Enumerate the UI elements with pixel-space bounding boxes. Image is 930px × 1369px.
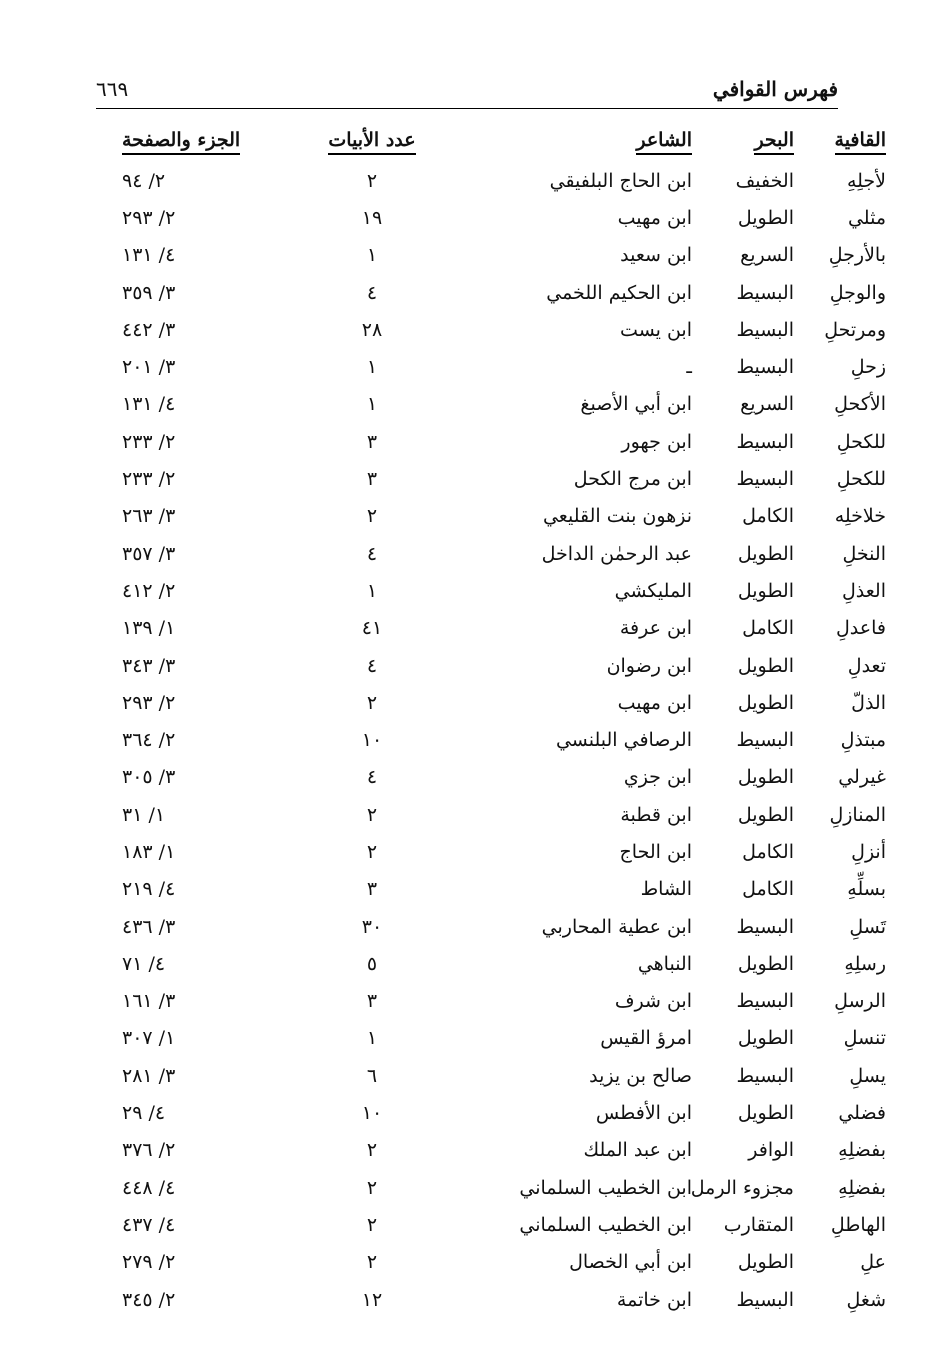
- volume-page-cell: ١/ ٣٠٧: [122, 1027, 176, 1050]
- poet-cell: ابن رضوان: [606, 654, 692, 677]
- rhyme-cell: مثلي: [847, 206, 886, 229]
- header-rule: [96, 108, 838, 109]
- meter-cell: البسيط: [736, 281, 794, 304]
- table-row: [96, 199, 886, 236]
- poet-cell: عبد الرحمٰن الداخل: [541, 542, 692, 565]
- table-row: [96, 1206, 886, 1243]
- rhyme-cell: للكحلِ: [836, 468, 886, 491]
- meter-cell: البسيط: [736, 430, 794, 453]
- verse-count-cell: ٤: [366, 542, 378, 565]
- verse-count-cell: ١٩: [361, 206, 383, 229]
- rhyme-cell: بالأرجلِ: [828, 244, 886, 267]
- table-row: [96, 1094, 886, 1131]
- volume-page-cell: ٢/ ٢٩٣: [122, 206, 176, 229]
- meter-cell: السريع: [740, 393, 794, 416]
- verse-count-cell: ١: [366, 579, 378, 602]
- meter-cell: الطويل: [737, 206, 794, 229]
- table-row: [96, 759, 886, 796]
- meter-cell: الكامل: [742, 840, 794, 863]
- table-row: [96, 1057, 886, 1094]
- verse-count-cell: ٣: [366, 468, 378, 491]
- poet-cell: النباهي: [637, 952, 692, 975]
- poet-cell: ابن مهيب: [617, 691, 692, 714]
- poet-cell: ابن جهور: [621, 430, 692, 453]
- verse-count-cell: ٤: [366, 281, 378, 304]
- page-number: ٦٦٩: [96, 77, 129, 101]
- rhyme-cell: الهاطلِ: [830, 1213, 886, 1236]
- rhyme-cell: الرسلِ: [834, 990, 886, 1013]
- verse-count-cell: ٢: [366, 1176, 378, 1199]
- rhyme-cell: للكحلِ: [836, 430, 886, 453]
- poet-cell: ابن الخطيب السلماني: [519, 1213, 692, 1236]
- column-header-verse-count: عدد الأبيات: [282, 118, 442, 162]
- volume-page-cell: ٤/ ٢١٩: [122, 878, 176, 901]
- verse-count-cell: ١٢: [361, 1288, 383, 1311]
- poet-cell: امرؤ القيس: [600, 1027, 692, 1050]
- volume-page-cell: ٣/ ٣٥٧: [122, 542, 176, 565]
- meter-cell: البسيط: [736, 356, 794, 379]
- table-body: [96, 162, 886, 1318]
- rhyme-cell: بفضلِهِ: [838, 1139, 886, 1162]
- poet-cell: ابن جزي: [623, 766, 692, 789]
- volume-page-cell: ٣/ ٢٨١: [122, 1064, 176, 1087]
- volume-page-cell: ٢/ ٩٤: [122, 169, 166, 192]
- verse-count-cell: ١٠: [361, 729, 383, 752]
- volume-page-cell: ٣/ ٢٦٣: [122, 505, 176, 528]
- rhyme-cell: تَسلِ: [849, 915, 886, 938]
- table-row: [96, 833, 886, 870]
- column-header-rhyme: القافية: [794, 118, 886, 162]
- rhyme-cell: أنزلِ: [851, 840, 886, 863]
- poet-cell: صالح بن يزيد: [589, 1064, 692, 1087]
- column-header-poet: الشاعر: [442, 118, 692, 162]
- table-row: [96, 572, 886, 609]
- meter-cell: الكامل: [742, 617, 794, 640]
- meter-cell: الطويل: [737, 691, 794, 714]
- volume-page-cell: ٣/ ٣٤٣: [122, 654, 176, 677]
- rhyme-cell: فضلي: [838, 1102, 886, 1125]
- verse-count-cell: ٦: [366, 1064, 378, 1087]
- poet-cell: الرصافي البلنسي: [555, 729, 692, 752]
- poet-cell: الشاط: [640, 878, 692, 901]
- table-row: [96, 1132, 886, 1169]
- rhyme-cell: ومرتحلِ: [824, 318, 886, 341]
- table-row: [96, 1244, 886, 1281]
- rhyme-cell: المنازلِ: [829, 803, 886, 826]
- table-row: [96, 647, 886, 684]
- table-row: [96, 983, 886, 1020]
- volume-page-cell: ٣/ ١٦١: [122, 990, 176, 1013]
- verse-count-cell: ٥: [366, 952, 378, 975]
- meter-cell: الطويل: [737, 766, 794, 789]
- volume-page-cell: ٢/ ٢٩٣: [122, 691, 176, 714]
- rhyme-cell: الذلّ: [851, 691, 886, 714]
- verse-count-cell: ١: [366, 356, 378, 379]
- running-title: فهرس القوافي: [712, 77, 838, 101]
- table-row: [96, 162, 886, 199]
- table-row: [96, 1281, 886, 1318]
- verse-count-cell: ٢: [366, 1213, 378, 1236]
- meter-cell: البسيط: [736, 729, 794, 752]
- volume-page-cell: ٢/ ٢٣٣: [122, 468, 176, 491]
- poet-cell: ـ: [686, 356, 692, 379]
- table-row: [96, 610, 886, 647]
- meter-cell: الطويل: [737, 579, 794, 602]
- table-row: [96, 721, 886, 758]
- volume-page-cell: ١/ ١٣٩: [122, 617, 176, 640]
- meter-cell: الطويل: [737, 542, 794, 565]
- meter-cell: البسيط: [736, 1064, 794, 1087]
- volume-page-cell: ٣/ ٤٣٦: [122, 915, 176, 938]
- meter-cell: الطويل: [737, 1102, 794, 1125]
- table-row: [96, 684, 886, 721]
- rhyme-cell: زحلِ: [850, 356, 886, 379]
- table-row: [96, 796, 886, 833]
- volume-page-cell: ٤/ ٤٤٨: [122, 1176, 176, 1199]
- meter-cell: الكامل: [742, 878, 794, 901]
- poet-cell: نزهون بنت القليعي: [542, 505, 692, 528]
- verse-count-cell: ٢٨: [361, 318, 383, 341]
- rhyme-cell: النخلِ: [842, 542, 886, 565]
- rhyme-cell: الأكحلِ: [834, 393, 886, 416]
- poet-cell: ابن سعيد: [620, 244, 692, 267]
- volume-page-cell: ٢/ ٣٦٤: [122, 729, 176, 752]
- verse-count-cell: ٤: [366, 766, 378, 789]
- volume-page-cell: ٤/ ٧١: [122, 952, 166, 975]
- table-row: [96, 908, 886, 945]
- meter-cell: الكامل: [742, 505, 794, 528]
- meter-cell: الطويل: [737, 952, 794, 975]
- verse-count-cell: ٢: [366, 505, 378, 528]
- poet-cell: ابن خاتمة: [616, 1288, 692, 1311]
- volume-page-cell: ٣/ ٤٤٢: [122, 318, 176, 341]
- poet-cell: ابن أبي الخصال: [569, 1251, 692, 1274]
- volume-page-cell: ٤/ ٤٣٧: [122, 1213, 176, 1236]
- meter-cell: الخفيف: [735, 169, 794, 192]
- rhyme-cell: والوجلِ: [829, 281, 886, 304]
- rhyme-cell: مبتذلِ: [840, 729, 886, 752]
- verse-count-cell: ١: [366, 393, 378, 416]
- poet-cell: ابن الحاج: [619, 840, 692, 863]
- rhyme-cell: يسلِ: [849, 1064, 886, 1087]
- poet-cell: ابن قطبة: [620, 803, 692, 826]
- verse-count-cell: ١: [366, 1027, 378, 1050]
- poet-cell: ابن مرج الكحل: [573, 468, 692, 491]
- verse-count-cell: ١٠: [361, 1102, 383, 1125]
- rhyme-cell: تنسلِ: [843, 1027, 886, 1050]
- volume-page-cell: ١/ ١٨٣: [122, 840, 176, 863]
- table-row: [96, 237, 886, 274]
- volume-page-cell: ٢/ ٢٧٩: [122, 1251, 176, 1274]
- meter-cell: مجزوء الرمل: [690, 1176, 794, 1199]
- meter-cell: الطويل: [737, 1027, 794, 1050]
- rhyme-cell: فاعدلِ: [836, 617, 886, 640]
- volume-page-cell: ٤/ ١٣١: [122, 244, 176, 267]
- rhyme-cell: بفضلِهِ: [838, 1176, 886, 1199]
- column-header-meter: البحر: [692, 118, 794, 162]
- poet-cell: ابن الخطيب السلماني: [519, 1176, 692, 1199]
- verse-count-cell: ٣: [366, 878, 378, 901]
- meter-cell: البسيط: [736, 318, 794, 341]
- verse-count-cell: ١: [366, 244, 378, 267]
- verse-count-cell: ٤١: [361, 617, 383, 640]
- meter-cell: المتقارب: [723, 1213, 794, 1236]
- meter-cell: البسيط: [736, 915, 794, 938]
- poet-cell: المليكشي: [614, 579, 692, 602]
- table-row: [96, 423, 886, 460]
- meter-cell: الوافر: [748, 1139, 794, 1162]
- verse-count-cell: ٣: [366, 990, 378, 1013]
- table-row: [96, 311, 886, 348]
- poet-cell: ابن شرف: [614, 990, 692, 1013]
- table-row: [96, 498, 886, 535]
- poet-cell: ابن أبي الأصبغ: [580, 393, 692, 416]
- table-row: [96, 274, 886, 311]
- table-row: [96, 871, 886, 908]
- column-header-volume-page: الجزء والصفحة: [96, 118, 282, 162]
- meter-cell: البسيط: [736, 1288, 794, 1311]
- verse-count-cell: ٢: [366, 840, 378, 863]
- volume-page-cell: ٣/ ٣٠٥: [122, 766, 176, 789]
- table-row: [96, 535, 886, 572]
- poet-cell: ابن الحاج البلفيقي: [549, 169, 692, 192]
- meter-cell: السريع: [740, 244, 794, 267]
- rhyme-index-table: [96, 118, 886, 1318]
- meter-cell: البسيط: [736, 468, 794, 491]
- poet-cell: ابن عرفة: [619, 617, 692, 640]
- verse-count-cell: ٣٠: [361, 915, 383, 938]
- volume-page-cell: ٢/ ٣٧٦: [122, 1139, 176, 1162]
- poet-cell: ابن الحكيم اللخمي: [546, 281, 692, 304]
- table-row: [96, 386, 886, 423]
- volume-page-cell: ٢/ ٢٣٣: [122, 430, 176, 453]
- volume-page-cell: ٤/ ٢٩: [122, 1102, 166, 1125]
- verse-count-cell: ٢: [366, 1139, 378, 1162]
- poet-cell: ابن يست: [620, 318, 692, 341]
- table-row: [96, 1020, 886, 1057]
- meter-cell: البسيط: [736, 990, 794, 1013]
- rhyme-cell: العذلِ: [841, 579, 886, 602]
- meter-cell: الطويل: [737, 1251, 794, 1274]
- table-row: [96, 945, 886, 982]
- volume-page-cell: ١/ ٣١: [122, 803, 166, 826]
- running-header: [96, 72, 838, 106]
- verse-count-cell: ٢: [366, 1251, 378, 1274]
- volume-page-cell: ٢/ ٣٤٥: [122, 1288, 176, 1311]
- volume-page-cell: ٢/ ٤١٢: [122, 579, 176, 602]
- rhyme-cell: بسلِّهِ: [847, 878, 886, 901]
- verse-count-cell: ٢: [366, 169, 378, 192]
- verse-count-cell: ٢: [366, 803, 378, 826]
- rhyme-cell: تعدلِ: [847, 654, 886, 677]
- volume-page-cell: ٣/ ٢٠١: [122, 356, 176, 379]
- volume-page-cell: ٤/ ١٣١: [122, 393, 176, 416]
- rhyme-cell: لأجلِهِ: [846, 169, 886, 192]
- column-header-row: [96, 118, 886, 162]
- rhyme-cell: رسلِهِ: [844, 952, 886, 975]
- meter-cell: الطويل: [737, 654, 794, 677]
- verse-count-cell: ٤: [366, 654, 378, 677]
- rhyme-cell: غيرلي: [838, 766, 886, 789]
- verse-count-cell: ٣: [366, 430, 378, 453]
- rhyme-cell: علِ: [860, 1251, 886, 1274]
- rhyme-cell: شغلِ: [846, 1288, 886, 1311]
- poet-cell: ابن عبد الملك: [583, 1139, 692, 1162]
- volume-page-cell: ٣/ ٣٥٩: [122, 281, 176, 304]
- poet-cell: ابن الأفطس: [595, 1102, 692, 1125]
- meter-cell: الطويل: [737, 803, 794, 826]
- verse-count-cell: ٢: [366, 691, 378, 714]
- poet-cell: ابن عطية المحاربي: [541, 915, 692, 938]
- table-row: [96, 460, 886, 497]
- poet-cell: ابن مهيب: [617, 206, 692, 229]
- table-row: [96, 348, 886, 385]
- rhyme-cell: خلاخلِه: [834, 505, 886, 528]
- table-row: [96, 1169, 886, 1206]
